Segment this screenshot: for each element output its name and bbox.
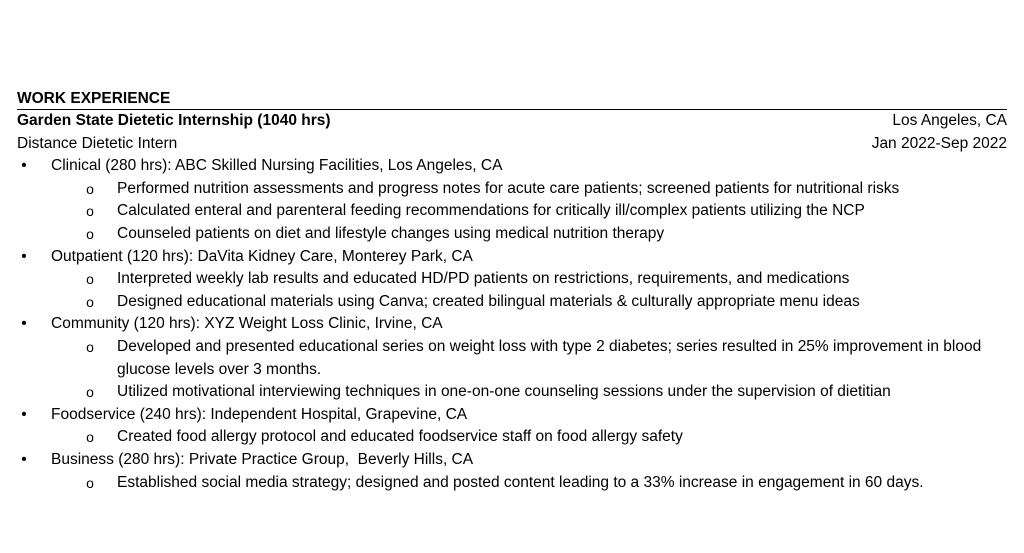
rotation-detail bbox=[17, 336, 1007, 381]
section-heading: WORK EXPERIENCE bbox=[17, 88, 1007, 110]
rotation-label: Clinical (280 hrs): ABC Skilled Nursing Facilities, Los Angeles, CA bbox=[51, 157, 503, 175]
rotation-detail bbox=[17, 381, 1007, 404]
sub-bullet-icon: o bbox=[86, 384, 94, 401]
rotation-label: Outpatient (120 hrs): DaVita Kidney Care, Monterey Park, CA bbox=[51, 247, 473, 265]
detail-text: Calculated enteral and parenteral feeding recommendations for critically ill/complex patients utilizing the NCP bbox=[117, 202, 865, 220]
detail-text: Performed nutrition assessments and progress notes for acute care patients; screened patients for nutritional risks bbox=[117, 179, 900, 197]
rotation-item bbox=[17, 449, 1007, 472]
bullet-icon: • bbox=[21, 450, 27, 468]
detail-text: Utilized motivational interviewing techniques in one-on-one counseling sessions under the supervision of dietitian bbox=[117, 383, 891, 401]
sub-bullet-icon: o bbox=[86, 338, 94, 355]
detail-text: Developed and presented educational series on weight loss with type 2 diabetes; series resulted in 25% improvement in blood glucose levels over 3 months. bbox=[117, 337, 982, 378]
rotation-detail bbox=[17, 426, 1007, 449]
bullet-icon: • bbox=[21, 157, 27, 175]
sub-bullet-icon: o bbox=[86, 203, 94, 220]
sub-bullet-icon: o bbox=[86, 429, 94, 446]
job-title: Distance Dietetic Intern bbox=[17, 134, 178, 152]
rotation-detail bbox=[17, 291, 1007, 314]
rotation-detail bbox=[17, 200, 1007, 223]
detail-text: Interpreted weekly lab results and educated HD/PD patients on restrictions, requirements, and medications bbox=[117, 270, 850, 288]
rotation-detail bbox=[17, 268, 1007, 291]
detail-text: Created food allergy protocol and educated foodservice staff on food allergy safety bbox=[117, 428, 683, 446]
rotation-item bbox=[17, 404, 1007, 427]
sub-bullet-icon: o bbox=[86, 180, 94, 197]
sub-bullet-icon: o bbox=[86, 271, 94, 288]
rotation-item bbox=[17, 313, 1007, 336]
detail-text: Counseled patients on diet and lifestyle changes using medical nutrition therapy bbox=[117, 224, 665, 242]
rotation-label: Foodservice (240 hrs): Independent Hospital, Grapevine, CA bbox=[51, 405, 468, 423]
bullet-icon: • bbox=[21, 315, 27, 333]
rotation-label: Business (280 hrs): Private Practice Group, Beverly Hills, CA bbox=[51, 450, 474, 468]
resume-work-experience bbox=[17, 88, 1007, 494]
rotation-detail bbox=[17, 223, 1007, 246]
job-title-row bbox=[17, 133, 1007, 156]
organization-name: Garden State Dietetic Internship (1040 hrs) bbox=[17, 112, 331, 129]
sub-bullet-icon: o bbox=[86, 293, 94, 310]
sub-bullet-icon: o bbox=[86, 225, 94, 242]
detail-text: Established social media strategy; designed and posted content leading to a 33% increase in engagement in 60 days. bbox=[117, 473, 924, 491]
rotation-item bbox=[17, 155, 1007, 178]
rotation-detail bbox=[17, 472, 1007, 495]
job-header-row bbox=[17, 110, 1007, 133]
detail-text: Designed educational materials using Canva; created bilingual materials & culturally appropriate menu ideas bbox=[117, 292, 860, 310]
bullet-icon: • bbox=[21, 405, 27, 423]
rotation-detail bbox=[17, 178, 1007, 201]
sub-bullet-icon: o bbox=[86, 474, 94, 491]
rotation-label: Community (120 hrs): XYZ Weight Loss Clinic, Irvine, CA bbox=[51, 315, 443, 333]
bullet-icon: • bbox=[21, 247, 27, 265]
job-location: Los Angeles, CA bbox=[892, 112, 1007, 129]
rotation-item bbox=[17, 246, 1007, 269]
job-dates: Jan 2022-Sep 2022 bbox=[871, 134, 1007, 152]
